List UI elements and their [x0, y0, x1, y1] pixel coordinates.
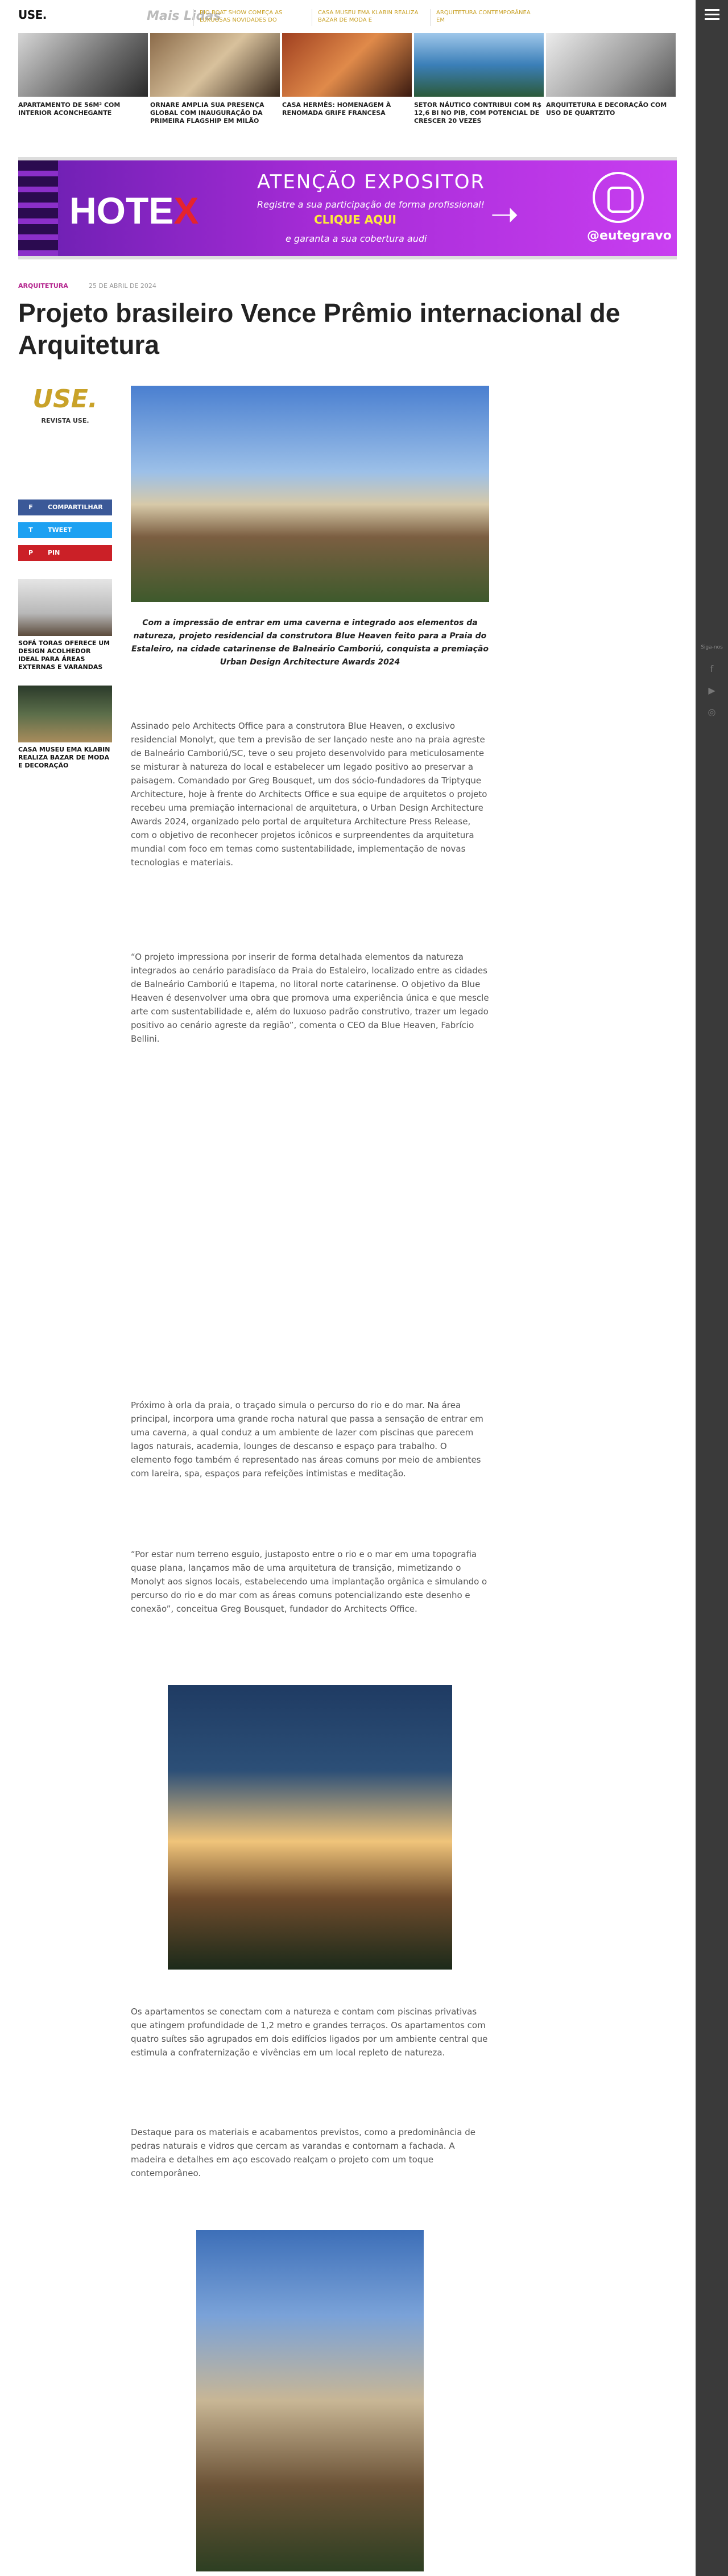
article-image: [196, 2230, 424, 2571]
share-label: PIN: [48, 549, 60, 556]
menu-icon[interactable]: [705, 9, 719, 23]
banner-brand: [69, 189, 198, 232]
brand-label: REVISTA USE.: [41, 417, 89, 424]
author-brand[interactable]: [18, 385, 112, 424]
twitter-icon: T: [28, 526, 33, 534]
featured-card[interactable]: [150, 33, 280, 125]
featured-caption[interactable]: ARQUITETURA E DECORAÇÃO COM USO DE QUARTZITO: [546, 101, 667, 117]
follow-label: Siga-nos: [701, 645, 723, 650]
camera-icon: [593, 172, 644, 223]
banner-brand-text: HOTE: [69, 189, 174, 232]
related-post-caption[interactable]: CASA MUSEU EMA KLABIN REALIZA BAZAR DE MODA E DECORAÇÃO: [18, 746, 110, 769]
instagram-icon[interactable]: ◎: [708, 707, 716, 717]
site-logo[interactable]: USE.: [18, 8, 47, 22]
site-header: [0, 0, 696, 33]
article-paragraph: Próximo à orla da praia, o traçado simula o percurso do rio e do mar. Na área principal, incorpora uma grande rocha natural que passa a sensação de entrar em uma caverna, a qual conduz a um ambiente de lazer com piscinas que parecem lagos naturais, academia, lounges de descanso e espaço para trabalho. O elemento fogo também é representado nas áreas comuns por meio de ambientes com lareira, spa, espaços para refeições intimistas e meditação.: [131, 1400, 483, 1479]
film-strip-graphic: [18, 160, 58, 256]
related-post[interactable]: [18, 686, 112, 770]
banner-title: ATENÇÃO EXPOSITOR: [257, 171, 486, 193]
featured-card[interactable]: [546, 33, 676, 117]
featured-caption[interactable]: ORNARE AMPLIA SUA PRESENÇA GLOBAL COM INAUGURAÇÃO DA PRIMEIRA FLAGSHIP EM MILÃO: [150, 101, 264, 125]
banner-brand-x: X: [173, 189, 199, 232]
most-read-link[interactable]: ARQUITETURA CONTEMPORÂNEA EM: [430, 9, 538, 26]
related-post-caption[interactable]: SOFÁ TORAS OFERECE UM DESIGN ACOLHEDOR IDEAL PARA ÁREAS EXTERNAS E VARANDAS: [18, 639, 110, 671]
featured-image[interactable]: [150, 33, 280, 97]
most-read-label: Mais Lidas: [147, 9, 221, 23]
banner-line-1: Registre a sua participação de forma profissional!: [257, 199, 485, 210]
featured-caption[interactable]: CASA HERMÈS: HOMENAGEM À RENOMADA GRIFE FRANCESA: [282, 101, 391, 117]
arrow-icon: ➝: [490, 195, 519, 234]
facebook-icon: F: [28, 503, 33, 511]
featured-card[interactable]: [282, 33, 412, 117]
article-paragraph: Assinado pelo Architects Office para a construtora Blue Heaven, o exclusivo residencial Monolyt, que tem a previsão de ser lançado neste ano na praia agreste de Balneário Camboriú/SC, teve o seu projeto desenvolvido para meticulosamente se misturar à natureza do local e estabelecer um legado positivo ao preservar a paisagem. Comandado por Greg Bousquet, um dos sócio-fundadores da Triptyque Architecture, hoje à frente do Architects Office e sua equipe de arquitetos o projeto recebeu uma premiação internacional de arquitetura, o Urban Design Architecture Awards 2024, organizado pelo portal de arquitetura Architecture Press Release, com o objetivo de reconhecer projetos icônicos e surpreendentes da arquitetura mundial com foco em temas como sustentabilidade, implementação de novas tecnologias e materiais.: [131, 721, 487, 868]
featured-card[interactable]: [414, 33, 544, 125]
featured-image[interactable]: [546, 33, 676, 97]
brand-logo: USE.: [32, 385, 98, 414]
article-date: 25 DE ABRIL DE 2024: [89, 282, 156, 290]
related-post-image[interactable]: [18, 686, 112, 742]
share-twitter-button[interactable]: [18, 522, 112, 538]
ad-banner[interactable]: [18, 157, 677, 259]
related-post-image[interactable]: [18, 579, 112, 636]
article-paragraph: “Por estar num terreno esguio, justaposto entre o rio e o mar em uma topografia quase plana, lançamos mão de uma arquitetura de transição, mimetizando o Monolyt aos signos locais, estabelecendo uma implantação orgânica e simulando o percurso do rio e do mar com as áreas comuns potencializando este desenho e conexão”, conceitua Greg Bousquet, fundador do Architects Office.: [131, 1549, 487, 1614]
right-rail: [696, 0, 728, 2576]
featured-card[interactable]: [18, 33, 148, 117]
banner-handle: @eutegravo: [587, 229, 672, 243]
article-paragraph: Destaque para os materiais e acabamentos previstos, como a predominância de pedras naturais e vidros que cercam as varandas e contornam a fachada. A madeira e detalhes em aço escovado realçam o projeto com um toque contemporâneo.: [131, 2127, 476, 2178]
featured-caption[interactable]: SETOR NÁUTICO CONTRIBUI COM R$ 12,6 BI NO PIB, COM POTENCIAL DE CRESCER 20 VEZES: [414, 101, 542, 125]
facebook-icon[interactable]: f: [710, 663, 714, 674]
share-label: TWEET: [48, 526, 72, 534]
article-hero-image: [131, 386, 489, 602]
most-read-link[interactable]: CASA MUSEU EMA KLABIN REALIZA BAZAR DE MODA E: [312, 9, 420, 26]
share-facebook-button[interactable]: [18, 499, 112, 515]
most-read-link[interactable]: RIO BOAT SHOW COMEÇA AS LUXUOSAS NOVIDADES DO: [193, 9, 301, 26]
featured-image[interactable]: [414, 33, 544, 97]
hero-caption: Com a impressão de entrar em uma caverna e integrado aos elementos da natureza, projeto residencial da construtora Blue Heaven feito para a Praia do Estaleiro, na cidade catarinense de Balneário Camboriú, conquista a premiação Urban Design Architecture Awards 2024: [131, 618, 489, 667]
featured-caption[interactable]: APARTAMENTO DE 56M² COM INTERIOR ACONCHEGANTE: [18, 101, 121, 117]
share-pinterest-button[interactable]: [18, 545, 112, 561]
banner-line-3: e garanta a sua cobertura audi: [286, 233, 427, 244]
pinterest-icon: P: [28, 549, 34, 556]
youtube-icon[interactable]: ▶: [708, 685, 715, 696]
share-label: COMPARTILHAR: [48, 503, 103, 511]
related-post[interactable]: [18, 579, 112, 671]
featured-image[interactable]: [18, 33, 148, 97]
article-category[interactable]: ARQUITETURA: [18, 282, 68, 290]
featured-strip: [18, 33, 677, 127]
banner-cta[interactable]: CLIQUE AQUI: [314, 213, 396, 226]
article-paragraph: “O projeto impressiona por inserir de forma detalhada elementos da natureza integrados ao cenário paradisíaco da Praia do Estaleiro, localizado entre as cidades de Balneário Camboriú e Itapema, no litoral norte catarinense. O objetivo da Blue Heaven é desenvolver uma obra que promova uma experiência única e que mescle arte com sustentabilidade e, além do luxuoso padrão construtivo, trazer um legado positivo ao cenário agreste da região”, comenta o CEO da Blue Heaven, Fabrício Bellini.: [131, 952, 489, 1044]
article-title: Projeto brasileiro Vence Prêmio internacional de Arquitetura: [18, 298, 621, 360]
article-image: [168, 1685, 452, 1970]
article-paragraph: Os apartamentos se conectam com a natureza e contam com piscinas privativas que atingem profundidade de 1,2 metro e grandes terraços. Os apartamentos com quatro suítes são agrupados em dois edifícios ligados por um ambiente central que estimula a confraternização e vivências em um local repleto de natureza.: [131, 2007, 488, 2058]
featured-image[interactable]: [282, 33, 412, 97]
